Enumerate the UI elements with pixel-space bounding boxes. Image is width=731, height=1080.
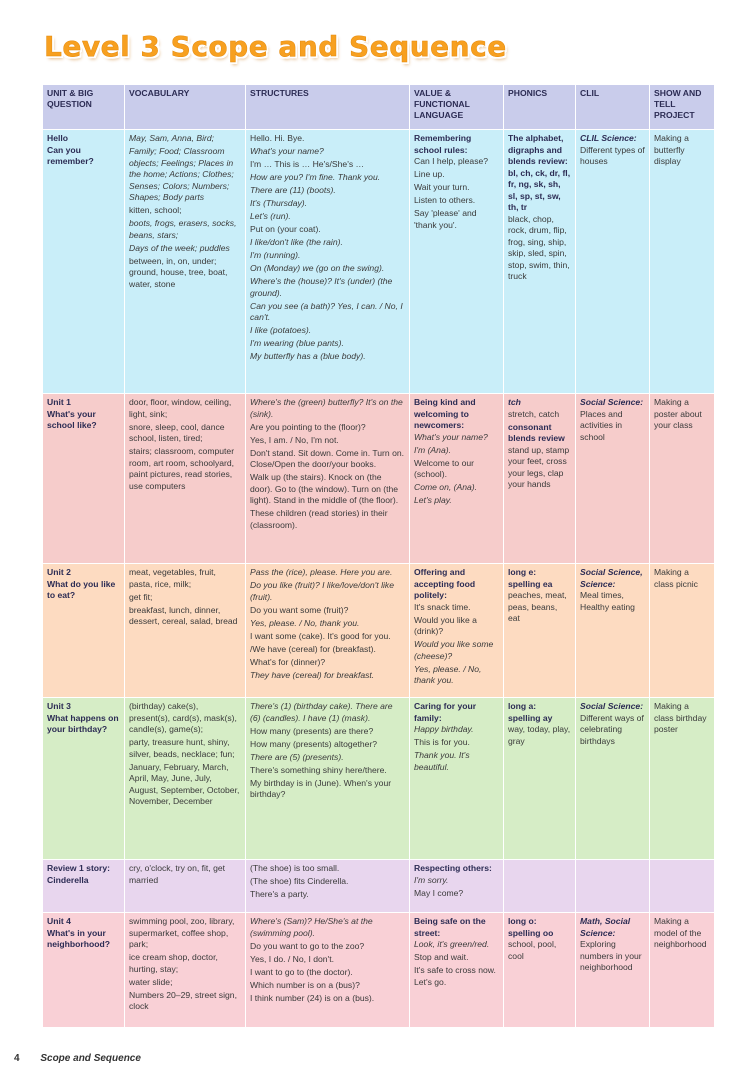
vocabulary-cell	[125, 394, 246, 564]
structures-cell	[246, 564, 410, 698]
value-line: Happy birthday.	[414, 724, 474, 734]
table-row-unit-2	[43, 564, 715, 698]
unit-question: Can you remember?	[47, 144, 94, 166]
clil-cell	[576, 698, 650, 860]
table-row-hello	[43, 130, 715, 394]
value-line: May I come?	[414, 887, 464, 898]
structure-line: There's (1) (birthday cake). There are (6) (candles). I have (1) (mask).	[250, 701, 393, 723]
clil-heading: Math, Social Science:	[580, 916, 631, 938]
phonics-heading: long o: spelling oo	[508, 916, 554, 938]
clil-line: Places and activities in school	[580, 408, 623, 442]
structure-line: There's something shiny here/there.	[250, 764, 387, 775]
structure-line: Put on (your coat).	[250, 224, 321, 234]
value-line: Listen to others.	[414, 195, 476, 205]
structure-line: Yes, I am. / No, I'm not.	[250, 434, 339, 445]
unit-title: Unit 4	[47, 916, 71, 926]
unit-cell	[43, 394, 125, 564]
clil-cell	[576, 130, 650, 394]
vocabulary-line: stairs; classroom, computer room, art room, schoolyard, paint pictures, read stories, use computers	[129, 446, 235, 491]
unit-question: Cinderella	[47, 874, 89, 885]
table-row-unit-4	[43, 913, 715, 1028]
vocabulary-cell	[125, 860, 246, 913]
value-line: I'm sorry.	[414, 874, 449, 885]
vocabulary-line: between, in, on, under; ground, house, tree, boat, water, stone	[129, 255, 228, 289]
structure-line: On (Monday) we (go on the swing).	[250, 263, 385, 273]
structure-line: Don't stand. Sit down. Come in. Turn on. Close/Open the door/your books.	[250, 447, 405, 469]
value-cell	[410, 698, 504, 860]
value-line: Would you like a (drink)?	[414, 614, 477, 636]
structure-line: I'm (running).	[250, 250, 301, 260]
phonics-cell	[504, 913, 576, 1028]
value-heading: Caring for your family:	[414, 701, 477, 723]
value-cell	[410, 913, 504, 1028]
vocabulary-line: water slide;	[129, 976, 173, 987]
unit-title: Review 1 story:	[47, 863, 111, 873]
vocabulary-line: ice cream shop, doctor, hurting, stay;	[129, 952, 218, 974]
unit-cell	[43, 698, 125, 860]
value-line: Let's play.	[414, 495, 452, 505]
value-line: Line up.	[414, 169, 445, 179]
header-clil: CLIL	[576, 85, 650, 130]
vocabulary-line: Numbers 20–29, street sign, clock	[129, 989, 237, 1011]
structure-line: /We have (cereal) for (breakfast).	[250, 643, 376, 654]
phonics-heading: long a: spelling ay	[508, 701, 553, 723]
structure-line: I like/don't like (the rain).	[250, 237, 343, 247]
value-line: I'm (Ana).	[414, 444, 451, 455]
vocabulary-cell	[125, 130, 246, 394]
unit-cell	[43, 130, 125, 394]
value-line: Look, it's green/red.	[414, 939, 490, 949]
value-heading: Remembering school rules:	[414, 133, 472, 155]
vocabulary-line: breakfast, lunch, dinner, dessert, cereal, salad, bread	[129, 604, 238, 626]
phonics-line: black, chop, rock, drum, flip, frog, sing, ship, skip, sled, spin, stop, swim, thin, truck	[508, 213, 570, 281]
structure-line: (The shoe) is too small.	[250, 863, 340, 873]
vocabulary-cell	[125, 564, 246, 698]
clil-line: Different ways of celebrating birthdays	[580, 712, 644, 746]
value-cell	[410, 130, 504, 394]
unit-cell	[43, 913, 125, 1028]
value-heading: Respecting others:	[414, 863, 492, 873]
structure-line: These children (read stories) in their (classroom).	[250, 508, 388, 530]
structure-line: There's a party.	[250, 889, 309, 899]
unit-cell	[43, 564, 125, 698]
show-and-tell-cell	[650, 860, 715, 913]
structure-line: My birthday is in (June). When's your birthday?	[250, 777, 392, 799]
page-footer	[14, 1053, 141, 1064]
value-line: Welcome to our (school).	[414, 457, 475, 479]
unit-cell	[43, 860, 125, 913]
value-line: Thank you. It's beautiful.	[414, 750, 470, 772]
unit-question: What do you like to eat?	[47, 578, 116, 600]
value-line: Can I help, please?	[414, 156, 489, 166]
value-line: Come on, (Ana).	[414, 482, 478, 492]
clil-cell	[576, 564, 650, 698]
phonics-cell	[504, 860, 576, 913]
vocabulary-line: party, treasure hunt, shiny, silver, beads, necklace; fun;	[129, 737, 235, 759]
clil-heading: Social Science:	[580, 701, 644, 711]
structure-line: It's (Thursday).	[250, 198, 308, 208]
structure-line: How many (presents) altogether?	[250, 738, 378, 749]
structure-line: Hello. Hi. Bye.	[250, 133, 305, 143]
header-row	[43, 85, 715, 130]
structure-line: Where's (Sam)? He/She's at the (swimming pool).	[250, 916, 373, 938]
structures-cell	[246, 913, 410, 1028]
show-and-tell-cell: Making a poster about your class	[650, 394, 715, 564]
value-line: It's safe to cross now. Let's go.	[414, 965, 496, 987]
phonics-line: peaches, meat, peas, beans, eat	[508, 590, 567, 623]
phonics-cell	[504, 394, 576, 564]
clil-heading: Social Science, Science:	[580, 567, 643, 589]
structure-line: I want to go to (the doctor).	[250, 966, 353, 977]
show-and-tell-cell: Making a butterfly display	[650, 130, 715, 394]
clil-cell	[576, 913, 650, 1028]
header-show-and-tell: SHOW AND TELL PROJECT	[650, 85, 715, 130]
clil-heading: Social Science:	[580, 397, 644, 407]
structure-line: Let's (run).	[250, 211, 291, 221]
table-row-review-1	[43, 860, 715, 913]
structures-cell	[246, 698, 410, 860]
page-title: Level 3 Scope and Sequence	[44, 30, 507, 63]
value-cell	[410, 860, 504, 913]
unit-question: What's in your neighborhood?	[47, 927, 111, 949]
vocabulary-line: snore, sleep, cool, dance school, listen, tired;	[129, 421, 225, 443]
structure-line: Do you want some (fruit)?	[250, 604, 349, 615]
structure-line: Where's the (green) butterfly? It's on the (sink).	[250, 397, 403, 419]
vocabulary-line: boots, frogs, erasers, socks, beans, stars;	[129, 218, 237, 240]
structure-line: There are (11) (boots).	[250, 185, 336, 195]
structure-line: I'm … This is … He's/She's …	[250, 159, 365, 169]
vocabulary-line: door, floor, window, ceiling, light, sink;	[129, 397, 232, 419]
unit-question: What happens on your birthday?	[47, 712, 119, 734]
vocabulary-line: May, Sam, Anna, Bird;	[129, 133, 215, 143]
clil-line: Exploring numbers in your neighborhood	[580, 939, 642, 972]
structure-line: They have (cereal) for breakfast.	[250, 669, 375, 680]
structure-line: I want some (cake). It's good for you.	[250, 630, 391, 641]
structures-cell	[246, 130, 410, 394]
clil-line: Meal times, Healthy eating	[580, 590, 635, 612]
phonics-line: stand up, stamp your feet, cross your legs, clap your hands	[508, 444, 570, 489]
show-and-tell-cell: Making a class birthday poster	[650, 698, 715, 860]
vocabulary-line: cry, o'clock, try on, fit, get married	[129, 863, 226, 885]
phonics-line: school, pool, cool	[508, 939, 557, 961]
value-heading: Offering and accepting food politely:	[414, 567, 476, 600]
value-heading: Being safe on the street:	[414, 916, 486, 938]
value-line: It's snack time.	[414, 601, 471, 612]
structure-line: There are (5) (presents).	[250, 751, 344, 762]
header-structures: STRUCTURES	[246, 85, 410, 130]
phonics-heading: long e: spelling ea	[508, 567, 553, 589]
value-line: Wait your turn.	[414, 182, 470, 192]
value-line: This is for you.	[414, 737, 470, 747]
structure-line: Which number is on a (bus)?	[250, 979, 360, 990]
value-line: Stop and wait.	[414, 952, 469, 962]
unit-title: Hello	[47, 133, 69, 143]
phonics-cell	[504, 698, 576, 860]
phonics-line: consonant blends review	[508, 421, 565, 443]
show-and-tell-cell: Making a class picnic	[650, 564, 715, 698]
phonics-heading: The alphabet, digraphs and blends review: bl, ch, ck, dr, fl, fr, ng, sk, sh, sl, sp, st, sw, th, tr	[508, 133, 571, 212]
vocabulary-cell	[125, 698, 246, 860]
vocabulary-line: swimming pool, zoo, library, supermarket, coffee shop, park;	[129, 916, 235, 949]
structures-cell	[246, 860, 410, 913]
structure-line: How many (presents) are there?	[250, 725, 374, 736]
structure-line: Can you see (a bath)? Yes, I can. / No, I can't.	[250, 300, 403, 322]
unit-title: Unit 2	[47, 567, 71, 577]
header-vocabulary: VOCABULARY	[125, 85, 246, 130]
vocabulary-line: January, February, March, April, May, June, July, August, September, October, November, December	[129, 761, 240, 806]
structure-line: Yes, please. / No, thank you.	[250, 617, 360, 628]
structure-line: Yes, I do. / No, I don't.	[250, 953, 334, 964]
structure-line: Do you like (fruit)? I like/love/don't like (fruit).	[250, 580, 394, 602]
structure-line: What's your name?	[250, 146, 324, 156]
structure-line: I like (potatoes).	[250, 325, 312, 335]
value-line: What's your name?	[414, 431, 488, 442]
vocabulary-line: meat, vegetables, fruit, pasta, rice, milk;	[129, 567, 216, 589]
vocabulary-line: Family; Food; Classroom objects; Feelings; Places in the home; Actions; Clothes; Senses; Colors; Numbers; Shapes; Body parts	[129, 146, 234, 202]
value-line: Say 'please' and 'thank you'.	[414, 208, 477, 230]
show-and-tell-cell: Making a model of the neighborhood	[650, 913, 715, 1028]
phonics-line: stretch, catch	[508, 408, 560, 419]
structure-line: My butterfly has a (blue body).	[250, 351, 366, 361]
vocabulary-line: (birthday) cake(s), present(s), card(s), mask(s), candle(s), game(s);	[129, 701, 237, 734]
header-value: VALUE & FUNCTIONAL LANGUAGE	[410, 85, 504, 130]
phonics-heading: tch	[508, 397, 521, 407]
vocabulary-line: kitten, school;	[129, 205, 182, 215]
structure-line: Walk up (the stairs). Knock on (the door). Go to (the window). Turn on (the light). Stand in the middle of (the floor).	[250, 472, 399, 505]
clil-line: Different types of houses	[580, 144, 645, 166]
structure-line: How are you? I'm fine. Thank you.	[250, 172, 381, 182]
structure-line: Where's the (house)? It's (under) (the ground).	[250, 276, 393, 298]
clil-cell	[576, 394, 650, 564]
value-heading: Being kind and welcoming to newcomers:	[414, 397, 476, 430]
value-cell	[410, 564, 504, 698]
page-number: 4	[14, 1053, 20, 1064]
vocabulary-line: get fit;	[129, 591, 153, 602]
header-phonics: PHONICS	[504, 85, 576, 130]
phonics-line: way, today, play, gray	[508, 724, 571, 746]
clil-cell	[576, 860, 650, 913]
vocabulary-line: Days of the week; puddles	[129, 242, 230, 253]
structure-line: Do you want to go to the zoo?	[250, 940, 365, 951]
unit-title: Unit 1	[47, 397, 71, 407]
structure-line: (The shoe) fits Cinderella.	[250, 876, 349, 886]
header-unit: UNIT & BIG QUESTION	[43, 85, 125, 130]
structure-line: Are you pointing to the (floor)?	[250, 421, 366, 432]
structure-line: I'm wearing (blue pants).	[250, 338, 344, 348]
table-row-unit-1	[43, 394, 715, 564]
unit-question: What's your school like?	[47, 408, 97, 430]
footer-title: Scope and Sequence	[40, 1053, 141, 1064]
table-body	[43, 130, 715, 1028]
table-row-unit-3	[43, 698, 715, 860]
structures-cell	[246, 394, 410, 564]
structure-line: What's for (dinner)?	[250, 656, 326, 667]
unit-title: Unit 3	[47, 701, 71, 711]
phonics-cell	[504, 130, 576, 394]
value-line: Would you like some (cheese)?	[414, 639, 494, 661]
clil-heading: CLIL Science:	[580, 133, 637, 143]
scope-table	[42, 84, 715, 1028]
value-cell	[410, 394, 504, 564]
phonics-cell	[504, 564, 576, 698]
structure-line: Pass the (rice), please. Here you are.	[250, 567, 393, 577]
value-line: Yes, please. / No, thank you.	[414, 663, 482, 685]
structure-line: I think number (24) is on a (bus).	[250, 992, 375, 1003]
vocabulary-cell	[125, 913, 246, 1028]
